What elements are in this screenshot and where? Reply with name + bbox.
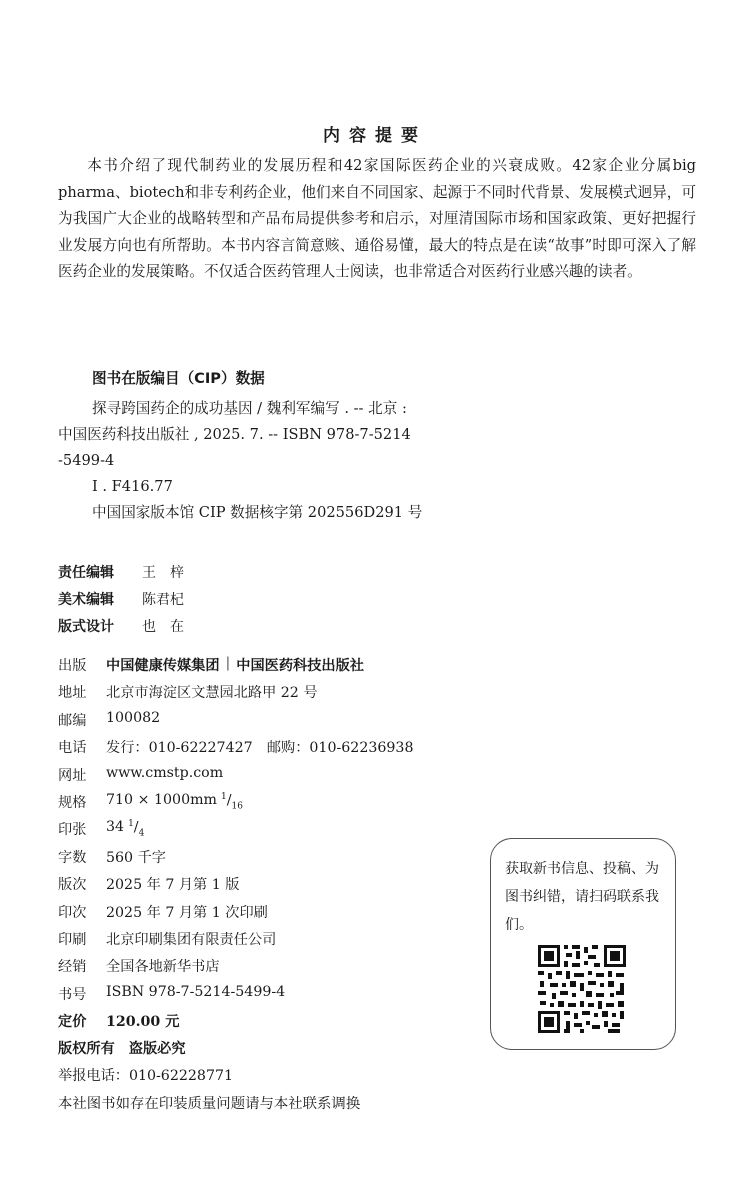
credit-value: 陈君杞 (142, 592, 184, 608)
isbn-value: ISBN 978-7-5214-5499-4 (106, 984, 286, 1000)
words-value: 560 千字 (106, 850, 166, 866)
address-value: 北京市海淀区文慧园北路甲 22 号 (106, 685, 318, 701)
price-row (58, 1011, 179, 1031)
printer-value: 北京印刷集团有限责任公司 (106, 932, 277, 948)
book-abstract: 本书介绍了现代制药业的发展历程和42家国际医药企业的兴衰成败。42家企业分属big pharma、biotech和非专利药企业，他们来自不同国家、起源于不同时代背景、发展模式迥异，可为我国广大企业的战略转型和产品布局提供参考和启示，对厘清国际市场和国家政策、更好把握行业发展方向也有所帮助。本书内容言简意赅、通俗易懂，最大的特点是在读“故事”时即可深入了解医药企业的发展策略。不仅适合医药管理人士阅读，也非常适合对医药行业感兴趣的读者。 (58, 157, 696, 281)
publisher-row (58, 655, 364, 675)
report-phone: 举报电话：010-62228771 (58, 1068, 234, 1084)
rights-key: 版权所有 (58, 1041, 115, 1057)
credit-editor (58, 562, 184, 582)
cip-line-5: 中国国家版本馆 CIP 数据核字第 202556D291 号 (92, 504, 423, 521)
qr-caption: 获取新书信息、投稿、为图书纠错，请扫码联系我们。 (505, 861, 659, 933)
printer-row (58, 929, 276, 949)
format-value: 710 × 1000mm (106, 792, 217, 808)
cip-line-2: 中国医药科技出版社 , 2025. 7. -- ISBN 978-7-5214 (58, 426, 411, 443)
credit-key: 美术编辑 (58, 592, 114, 608)
website-key: 网址 (58, 768, 87, 784)
publisher-name: 中国医药科技出版社 (236, 658, 364, 674)
format-fraction-den: 16 (231, 801, 243, 812)
rights-value: 盗版必究 (128, 1041, 186, 1057)
words-key: 字数 (58, 850, 87, 866)
credit-layout (58, 616, 184, 636)
rights-row (58, 1038, 186, 1058)
postcode-row (58, 710, 160, 730)
format-fraction-num: 1 (221, 792, 227, 802)
publisher-separator: | (225, 655, 231, 671)
credit-value: 也 在 (142, 619, 184, 635)
phone-row (58, 737, 413, 757)
phone-value: 发行：010-62227427 邮购：010-62236938 (106, 740, 414, 756)
credit-key: 责任编辑 (58, 565, 114, 581)
credit-key: 版式设计 (58, 619, 114, 635)
cip-line-3: -5499-4 (58, 452, 115, 469)
sheets-key: 印张 (58, 822, 87, 838)
format-key: 规格 (58, 795, 87, 811)
printing-key: 印次 (58, 905, 87, 921)
price-value: 120.00 元 (106, 1014, 180, 1030)
qr-contact-box (490, 838, 676, 1050)
publisher-group: 中国健康传媒集团 (106, 658, 220, 674)
format-row: 规格 710 × 1000mm $^1/_{16}$ (58, 792, 243, 812)
edition-row (58, 874, 239, 894)
credit-value: 王 梓 (142, 565, 184, 581)
postcode-value: 100082 (106, 710, 161, 726)
cip-line-4: Ⅰ . F416.77 (92, 478, 173, 495)
qr-code-icon[interactable] (536, 943, 628, 1035)
address-key: 地址 (58, 685, 87, 701)
printer-key: 印刷 (58, 932, 87, 948)
sheets-value: 34 (106, 819, 125, 835)
postcode-key: 邮编 (58, 713, 87, 729)
printing-row (58, 902, 268, 922)
printing-value: 2025 年 7 月第 1 次印刷 (106, 905, 268, 921)
cip-line-1: 探寻跨国药企的成功基因 / 魏利军编写 . -- 北京 : (92, 400, 407, 417)
website-value: www.cmstp.com (106, 765, 224, 781)
words-row (58, 847, 166, 867)
sheets-fraction-num: 1 (128, 819, 134, 829)
edition-value: 2025 年 7 月第 1 版 (106, 877, 240, 893)
isbn-row (58, 984, 285, 1004)
page-heading: 内容提要 (323, 126, 427, 146)
distributor-key: 经销 (58, 959, 87, 975)
distributor-row (58, 956, 220, 976)
credit-art-editor (58, 589, 184, 609)
cip-title: 图书在版编目（CIP）数据 (92, 370, 265, 387)
sheets-fraction-den: 4 (138, 828, 145, 839)
phone-key: 电话 (58, 740, 87, 756)
address-row (58, 682, 318, 702)
distributor-value: 全国各地新华书店 (106, 959, 220, 975)
price-key: 定价 (58, 1014, 87, 1030)
isbn-key: 书号 (58, 987, 87, 1003)
publisher-key: 出版 (58, 658, 87, 674)
quality-notice: 本社图书如存在印装质量问题请与本社联系调换 (58, 1096, 361, 1112)
edition-key: 版次 (58, 877, 87, 893)
sheets-row: 印张 34 $^1/_4$ (58, 819, 145, 839)
website-row (58, 765, 223, 785)
